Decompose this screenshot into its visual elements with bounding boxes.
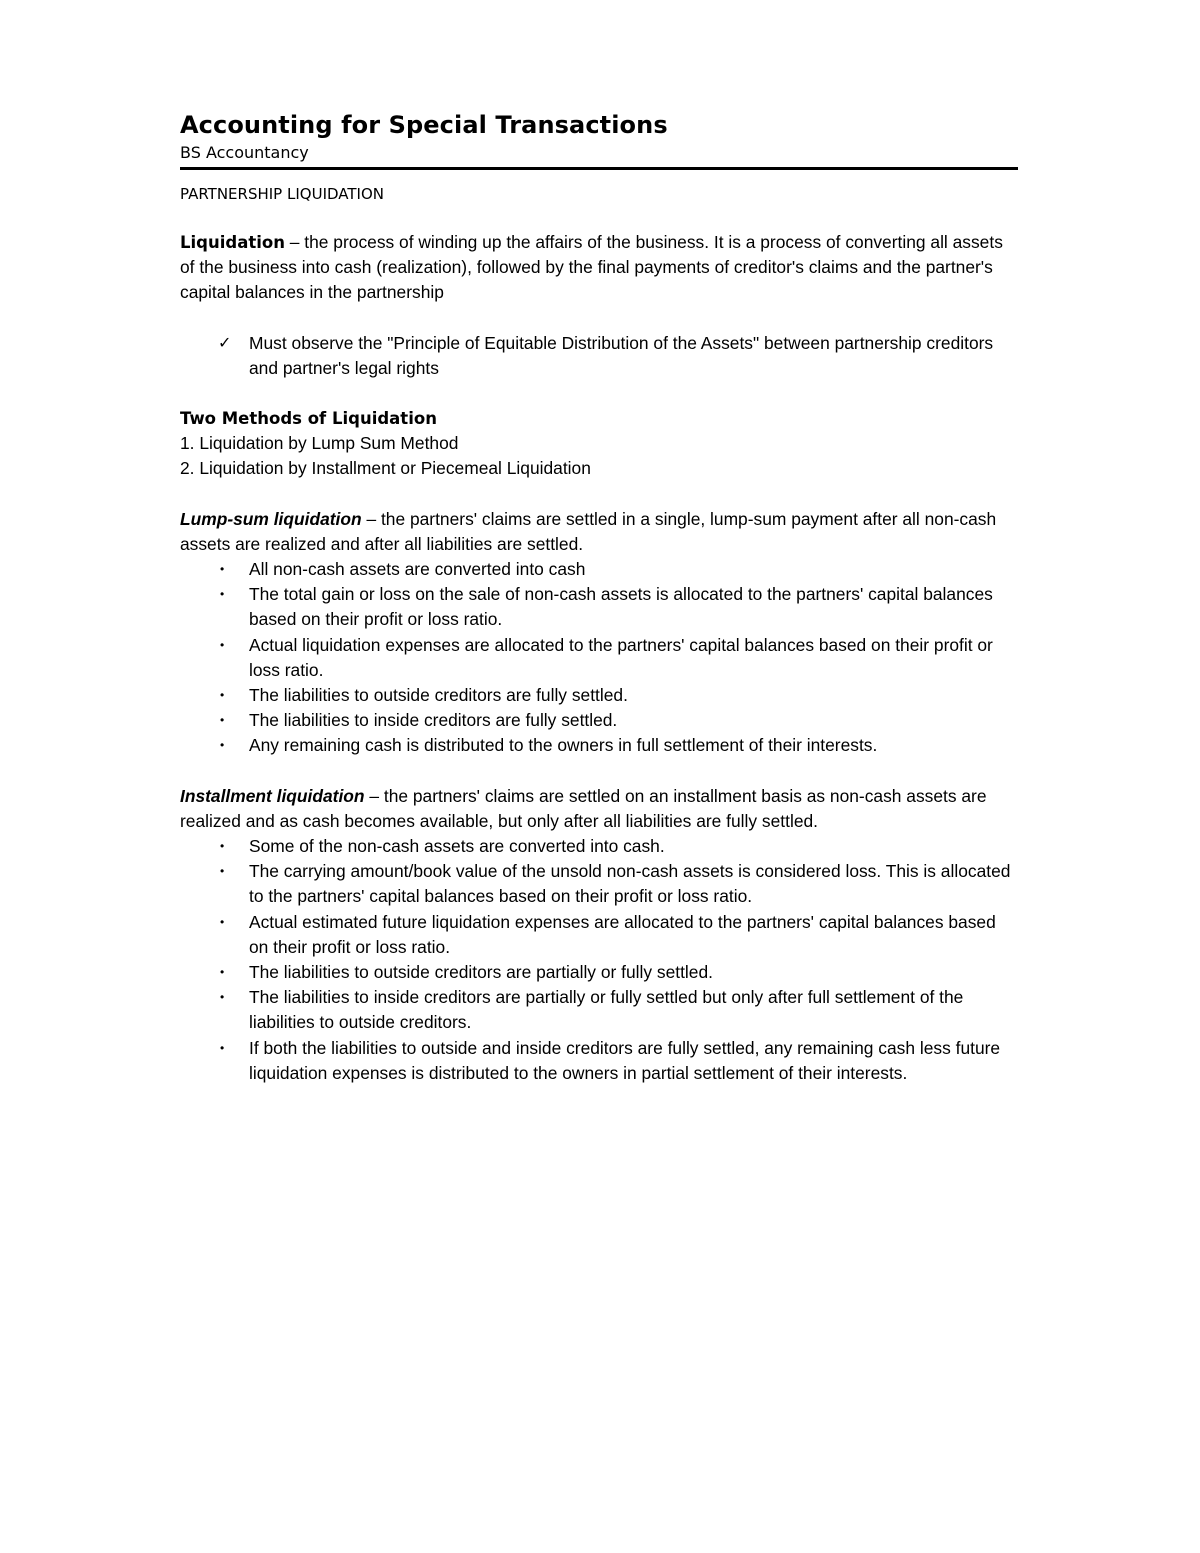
bullet-text: If both the liabilities to outside and inside creditors are fully settled, any remaining cash less future liquidation expenses is distributed to the owners in partial settlement of their interests. — [249, 1037, 1001, 1083]
bullet-text: The liabilities to outside creditors are fully settled. — [249, 685, 628, 706]
lump-sum-term: Lump-sum liquidation — [180, 508, 362, 529]
installment-term: Installment liquidation — [180, 785, 365, 806]
bullet-text: The liabilities to inside creditors are fully settled. — [249, 710, 618, 731]
document-subtitle: BS Accountancy — [180, 143, 309, 162]
method-item: 2. Liquidation by Installment or Piecemeal Liquidation — [180, 458, 591, 479]
bullet-icon: • — [220, 839, 225, 854]
bullet-icon: • — [220, 965, 225, 980]
bullet-text: Actual liquidation expenses are allocated to the partners' capital balances based on their profit or loss ratio. — [249, 634, 993, 680]
spacer — [180, 306, 1018, 331]
list-item — [180, 859, 1018, 909]
bullet-icon: • — [220, 1040, 225, 1055]
bullet-icon: • — [220, 864, 225, 879]
lump-sum-bullets — [180, 557, 1018, 759]
bullet-text: The total gain or loss on the sale of non-cash assets is allocated to the partners' capital balances based on their profit or loss ratio. — [249, 584, 993, 630]
bullet-icon: • — [220, 713, 225, 728]
spacer — [180, 482, 1018, 507]
list-item — [180, 960, 1018, 985]
list-item — [180, 683, 1018, 708]
installment-text: – the partners' claims are settled on an installment basis as non-cash assets are realized and as cash becomes available, but only after all liabilities are fully settled. — [180, 785, 987, 831]
bullet-icon: • — [220, 637, 225, 652]
bullet-icon: • — [220, 738, 225, 753]
bullet-text: Actual estimated future liquidation expenses are allocated to the partners' capital balances based on their profit or loss ratio. — [249, 911, 996, 957]
spacer — [180, 381, 1018, 406]
document-title: Accounting for Special Transactions — [180, 111, 668, 139]
list-item — [180, 834, 1018, 859]
liquidation-definition — [180, 230, 1018, 306]
spacer — [180, 205, 1018, 230]
bullet-text: All non-cash assets are converted into cash — [249, 559, 586, 580]
bullet-icon: • — [220, 990, 225, 1005]
lump-sum-definition — [180, 507, 1018, 557]
list-item — [180, 1036, 1018, 1086]
bullet-text: Some of the non-cash assets are converted into cash. — [249, 836, 665, 857]
list-item — [180, 910, 1018, 960]
list-item — [180, 985, 1018, 1035]
list-item — [180, 733, 1018, 758]
principle-list — [180, 331, 1018, 381]
installment-definition — [180, 784, 1018, 834]
principle-text: Must observe the "Principle of Equitable Distribution of the Assets" between partnership creditors and partner's legal rights — [249, 332, 994, 378]
installment-bullets — [180, 834, 1018, 1086]
list-item — [180, 331, 1018, 381]
bullet-text: The liabilities to inside creditors are partially or fully settled but only after full settlement of the liabilities to outside creditors. — [249, 987, 964, 1033]
list-item — [180, 708, 1018, 733]
bullet-text: The carrying amount/book value of the unsold non-cash assets is considered loss. This is allocated to the partners' capital balances based on their profit or loss ratio. — [249, 861, 1011, 907]
bullet-icon: • — [220, 587, 225, 602]
bullet-icon: • — [220, 914, 225, 929]
section-heading: PARTNERSHIP LIQUIDATION — [180, 185, 384, 203]
bullet-text: The liabilities to outside creditors are partially or fully settled. — [249, 962, 713, 983]
list-item — [180, 633, 1018, 683]
liquidation-term: Liquidation — [180, 233, 285, 252]
list-item — [180, 557, 1018, 582]
method-item: 1. Liquidation by Lump Sum Method — [180, 433, 459, 454]
document-page — [180, 108, 1018, 1086]
list-item — [180, 582, 1018, 632]
bullet-text: Any remaining cash is distributed to the owners in full settlement of their interests. — [249, 735, 878, 756]
spacer — [180, 759, 1018, 784]
lump-sum-text: – the partners' claims are settled in a single, lump-sum payment after all non-cash assets are realized and after all liabilities are settled. — [180, 508, 997, 554]
bullet-icon: • — [220, 688, 225, 703]
methods-heading: Two Methods of Liquidation — [180, 409, 437, 429]
checkmark-icon: ✓ — [218, 332, 232, 352]
liquidation-text: – the process of winding up the affairs of the business. It is a process of converting all assets of the business into cash (realization), followed by the final payments of creditor's claims and the partner's capital balances in the partnership — [180, 232, 1003, 303]
bullet-icon: • — [220, 562, 225, 577]
title-divider — [180, 167, 1018, 170]
